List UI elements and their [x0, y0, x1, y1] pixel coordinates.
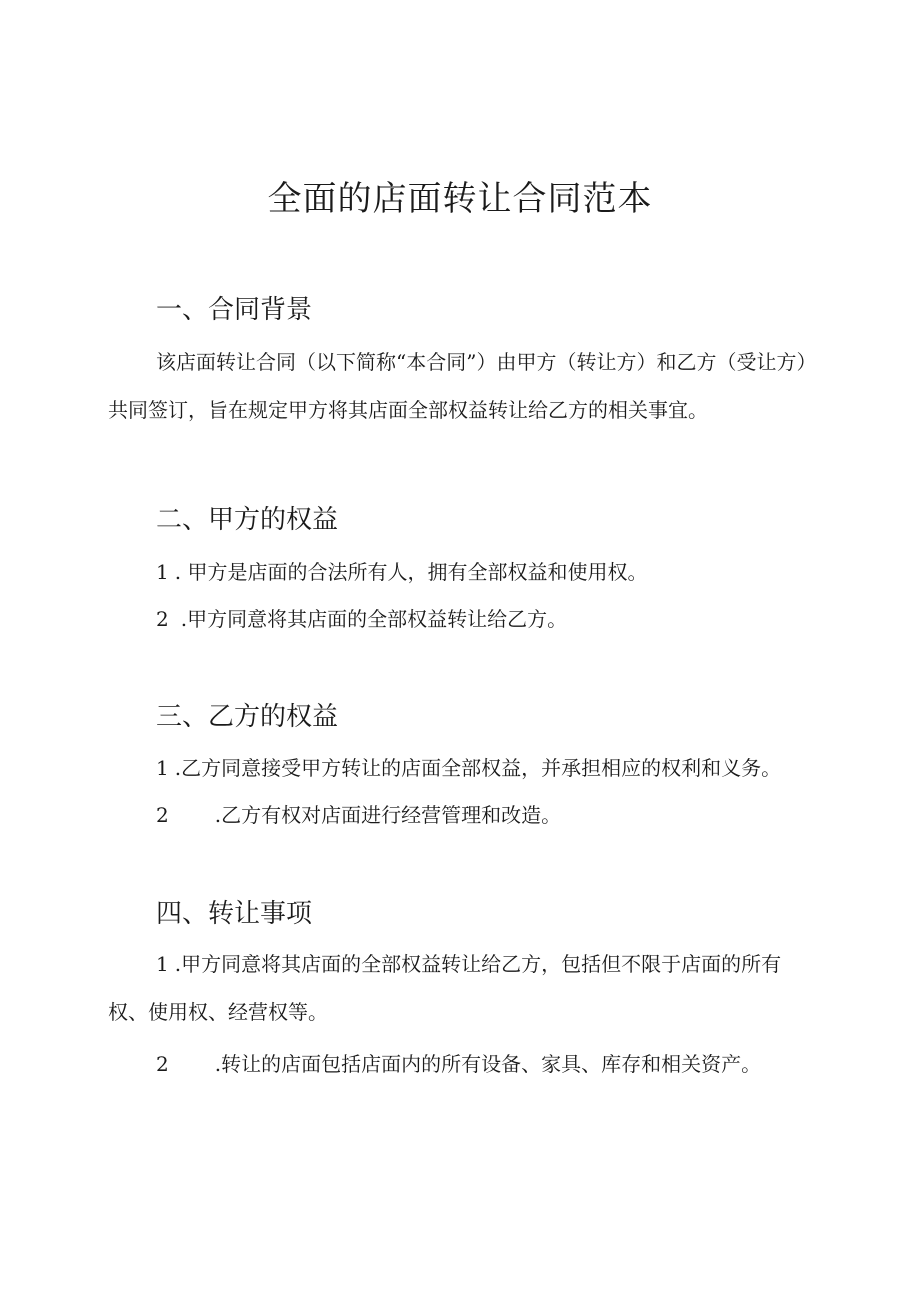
section-heading-party-a: 二、甲方的权益	[156, 505, 339, 535]
list-item	[156, 604, 567, 634]
document-title: 全面的店面转让合同范本	[267, 179, 653, 219]
list-item-text: .转让的店面包括店面内的所有设备、家具、库存和相关资产。	[214, 1052, 762, 1076]
list-item-number: 1	[156, 756, 169, 780]
list-item-number: 1	[156, 560, 169, 584]
section-heading-background: 一、合同背景	[156, 295, 313, 325]
list-item-number: 1	[156, 952, 169, 976]
section-heading-transfer: 四、转让事项	[156, 899, 313, 929]
list-item-text: .乙方有权对店面进行经营管理和改造。	[214, 803, 562, 827]
list-item-text: .乙方同意接受甲方转让的店面全部权益，并承担相应的权利和义务。	[174, 756, 782, 780]
list-item	[156, 753, 781, 783]
list-item	[156, 557, 647, 587]
list-item-number: 2	[156, 803, 169, 827]
list-item	[156, 800, 561, 830]
section-paragraph-background: 该店面转让合同（以下简称“本合同”）由甲方（转让方）和乙方（受让方）共同签订，旨在规定甲方将其店面全部权益转让给乙方的相关事宜。	[108, 350, 817, 422]
list-item	[156, 1049, 761, 1079]
list-item-number: 2	[156, 607, 169, 631]
list-item-text: .甲方同意将其店面的全部权益转让给乙方。	[180, 607, 568, 631]
list-item-number: 2	[156, 1052, 169, 1076]
section-heading-party-b: 三、乙方的权益	[156, 702, 339, 732]
list-item	[108, 940, 820, 1036]
list-item-text: .甲方同意将其店面的全部权益转让给乙方，包括但不限于店面的所有权、使用权、经营权等。	[108, 952, 782, 1024]
list-item-text: . 甲方是店面的合法所有人，拥有全部权益和使用权。	[174, 560, 648, 584]
